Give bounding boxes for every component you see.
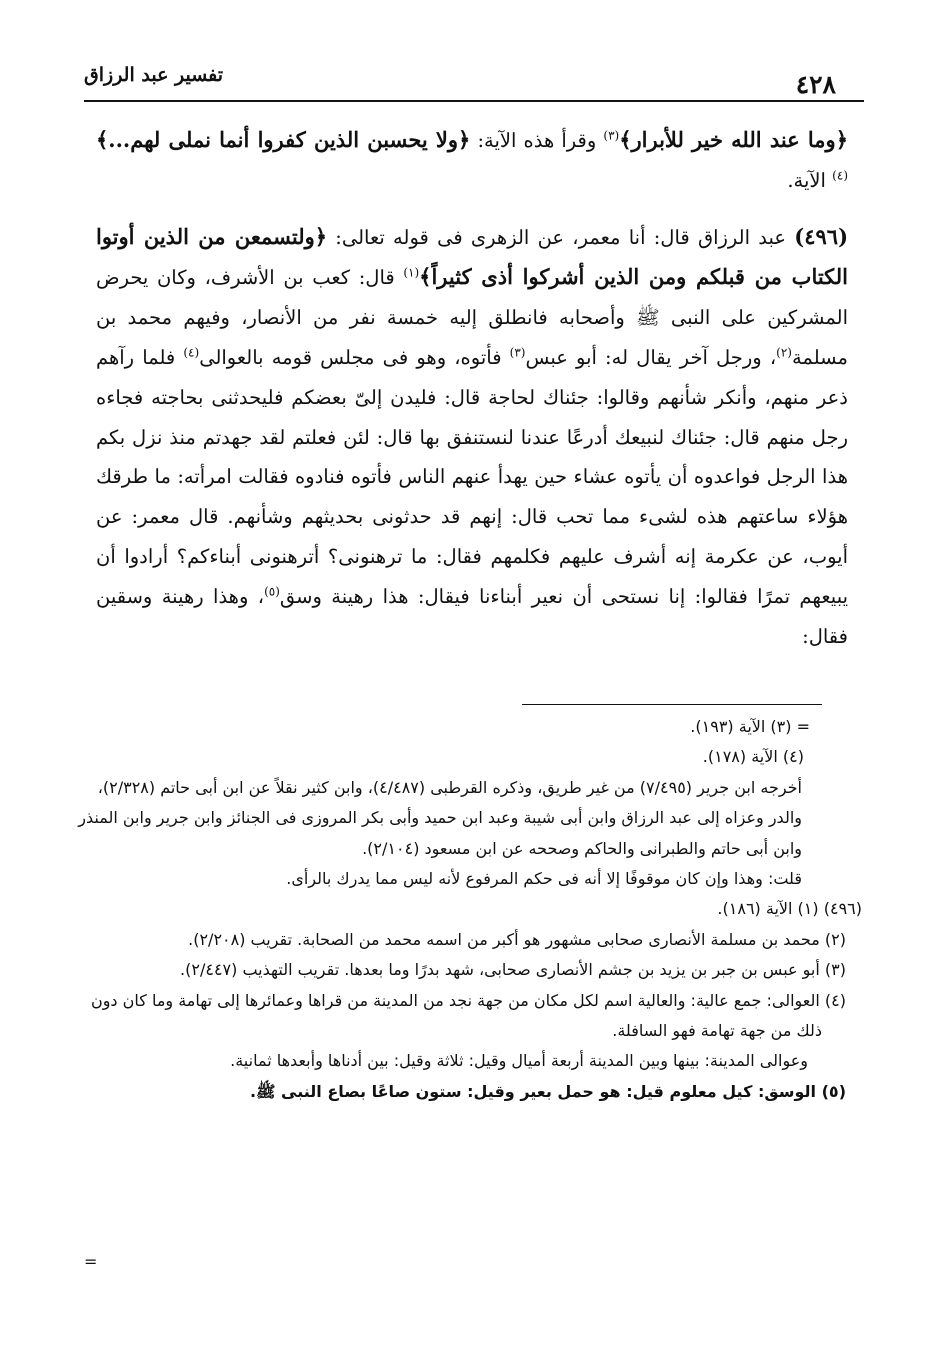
page-number: ٤٢٨ bbox=[795, 70, 836, 99]
footnote: أخرجه ابن جرير (٧/٤٩٥) من غير طريق، وذكره القرطبى (٤/٤٨٧)، وابن كثير نقلاً عن ابن أبى حاتم (٢/٣٢٨)، والدر وعزاه إلى عبد الرزاق وابن أبى شيبة وعبد ابن حميد وأبى بكر المروزى فى الجنائز وابن جرير وابن المنذر وابن أبى حاتم والطبرانى والحاكم وصححه عن ابن مسعود (٢/١٠٤). bbox=[78, 777, 802, 858]
paragraph-text: قال: كعب بن الأشرف، وكان يحرض المشركين على النبى ﷺ وأصحابه فانطلق إليه خمسة نفر من الأنصار، وفيهم محمد بن مسلمة bbox=[96, 266, 848, 369]
quran-verse: ﴿ولا يحسبن الذين كفروا أنما نملى لهم...﴾ bbox=[96, 127, 471, 152]
footnote: وعوالى المدينة: بينها وبين المدينة أربعة أميال وقيل: ثلاثة وقيل: بين أدناها وأبعدها ثمانية. bbox=[230, 1051, 808, 1071]
paragraph-text: فأتوه، وهو فى مجلس قومه بالعوالى bbox=[199, 345, 510, 369]
paragraph-text: فلما رآهم ذعر منهم، وأنكر شأنهم وقالوا: جئناك لحاجة قال: فليدن إلىّ بعضكم فليحدثنى بحاجته فجاءه رجل منهم قال: جئناك لنبيعك أدرعًا عندنا لنستنفق بها قال: لئن فعلتم لقد جهدتم منذ نزل بكم هذا الرجل فواعدوه أن يأتوه عشاء حين يهدأ عنهم الناس فأتوه فنادوه فقالت امرأته: ما طرقك هؤلاء ساعتهم هذه لشىء مما تحب قال: إنهم قد حدثونى بحديثهم وشأنهم. قال معمر: عن أيوب، عن عكرمة إنه أشرف عليهم فكلمهم فقال: ما ترهنونى؟ أترهنونى أبناءكم؟ أرادوا أن يبيعهم تمرًا فقالوا: إنا نستحى أن نعير أبناءنا فيقال: هذا رهينة وسق bbox=[96, 345, 849, 608]
footnote-separator bbox=[522, 704, 822, 705]
footnote: (٢) محمد بن مسلمة الأنصارى صحابى مشهور هو أكبر من اسمه محمد من الصحابة. تقريب (٢/٢٠٨). bbox=[188, 929, 846, 949]
footnote-ref: (٢) bbox=[776, 345, 792, 360]
report-number: (٤٩٦) bbox=[794, 223, 848, 249]
footnote-ref: (٤) bbox=[832, 168, 848, 183]
quran-verse: ﴿وما عند الله خير للأبرار﴾ bbox=[619, 127, 849, 152]
header-rule bbox=[84, 100, 864, 102]
footnote: = (٣) الآية (١٩٣). bbox=[690, 717, 810, 736]
paragraph-text: عبد الرزاق قال: أنا معمر، عن الزهرى فى قوله تعالى: bbox=[327, 225, 795, 249]
paragraph-continuation bbox=[96, 120, 848, 201]
paragraph-496 bbox=[96, 217, 848, 657]
footnote: (٤) الآية (١٧٨). bbox=[702, 747, 804, 767]
footnote: (٤) العوالى: جمع عالية: والعالية اسم لكل مكان من جهة نجد من المدينة من قراها وعمائرها إلى تهامة وما كان دون ذلك من جهة تهامة فهو السافلة. bbox=[90, 990, 846, 1041]
footnote-ref: (٤) bbox=[183, 345, 200, 360]
footnote-ref: (٣) bbox=[603, 128, 620, 143]
quran-verse: ﴿ولتسمعن من الذين أوتوا الكتاب من قبلكم ومن الذين أشركوا أذى كثيراً﴾ bbox=[96, 223, 849, 290]
footnote-ref: (٣) bbox=[509, 345, 526, 360]
running-title: تفسير عبد الرزاق bbox=[84, 64, 224, 86]
paragraph-text: ، ورجل آخر يقال له: أبو عبس bbox=[525, 345, 777, 369]
footnote: قلت: وهذا وإن كان موقوفًا إلا أنه فى حكم المرفوع لأنه ليس مما يدرك بالرأى. bbox=[286, 869, 802, 889]
footnote-ref: (١) bbox=[403, 265, 420, 280]
footnote: (٥) الوسق: كيل معلوم قيل: هو حمل بعير وقيل: ستون صاعًا بصاع النبى ﷺ. bbox=[250, 1081, 846, 1101]
footnote: (٤٩٦) (١) الآية (١٨٦). bbox=[717, 899, 862, 919]
page-header bbox=[84, 58, 836, 98]
footnotes bbox=[70, 712, 862, 1107]
footnote: (٣) أبو عبس بن جبر بن يزيد بن جشم الأنصارى صحابى، شهد بدرًا وما بعدها. تقريب التهذيب (٢/٤٤٧). bbox=[180, 960, 846, 980]
continuation-mark: = bbox=[84, 1252, 98, 1271]
footnote-ref: (٥) bbox=[264, 584, 280, 599]
main-text bbox=[96, 120, 848, 656]
paragraph-text: ، وهذا رهينة وسقين فقال: bbox=[96, 584, 848, 648]
paragraph-text: الآية. bbox=[787, 168, 833, 192]
paragraph-text: وقرأ هذه الآية: bbox=[470, 129, 604, 152]
